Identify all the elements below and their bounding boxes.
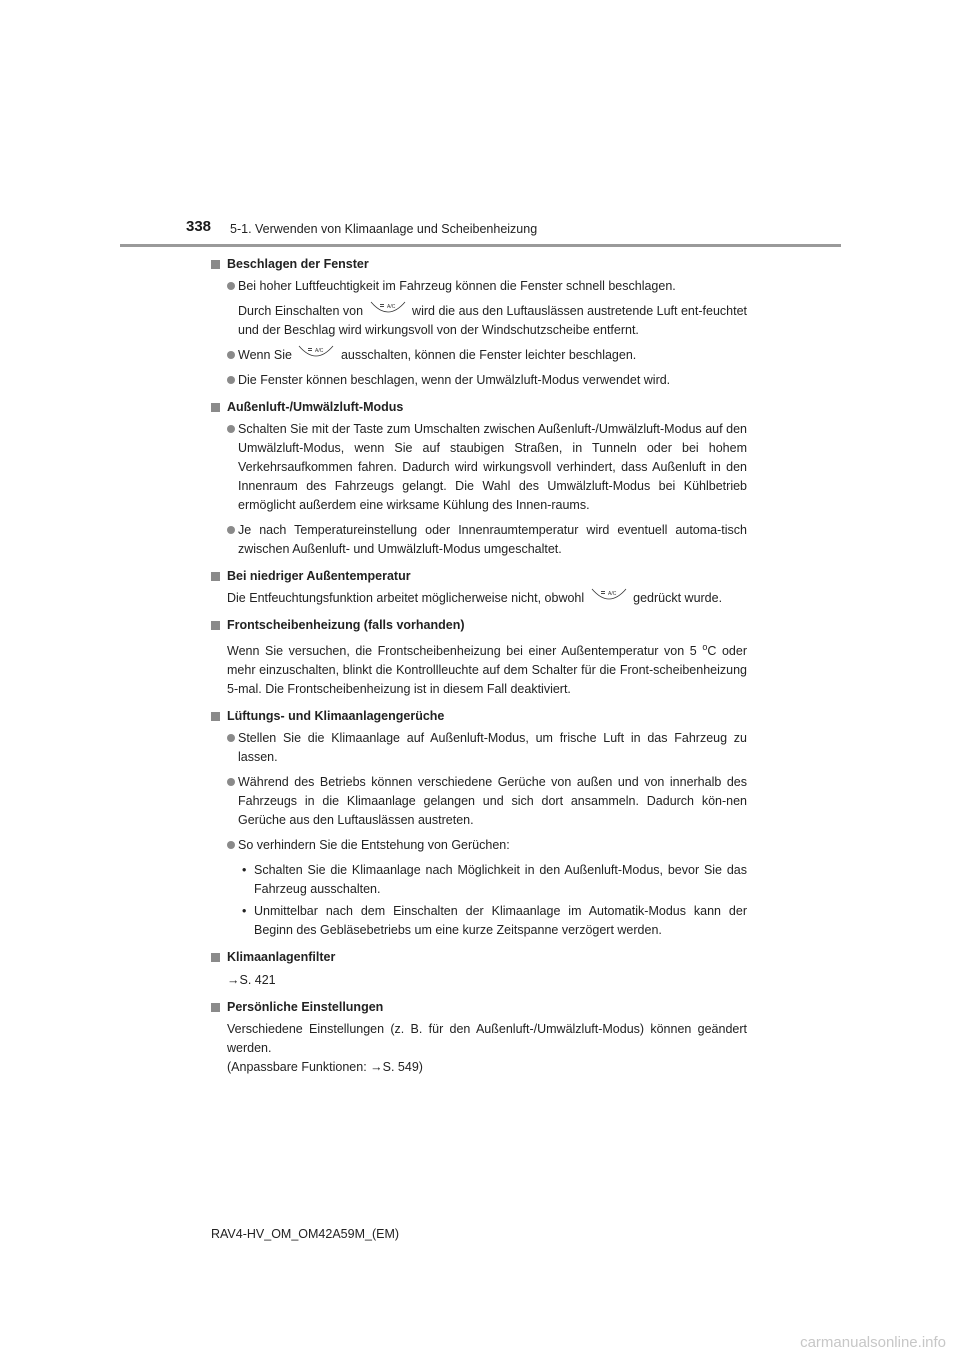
bullet-icon xyxy=(227,526,235,534)
section-personal-settings xyxy=(211,998,747,1077)
bullet-item: Während des Betriebs können verschiedene Gerüche von außen und von innerhalb des Fahrzeugs in die Klimaanlage gelangen und sich dort ansammeln. Dadurch kön-nen Gerüche aus den Luftauslässen austreten. xyxy=(211,773,747,830)
sub-list-item: • Unmittelbar nach dem Einschalten der Klimaanlage im Automatik-Modus kann der Beginn des Gebläsebetriebs um eine kurze Zeitspanne verzögert werden. xyxy=(242,904,747,937)
svg-text:A/C: A/C xyxy=(607,590,616,597)
section-marker-icon xyxy=(211,953,220,962)
section-marker-icon xyxy=(211,260,220,269)
section-marker-icon xyxy=(211,712,220,721)
page-content xyxy=(211,255,747,1082)
bullet-icon xyxy=(227,734,235,742)
document-code: RAV4-HV_OM_OM42A59M_(EM) xyxy=(211,1227,400,1241)
section-marker-icon xyxy=(211,1003,220,1012)
paragraph: Durch Einschalten von A/C wird die aus den Luftauslässen austretende Luft ent-feuchtet und der Beschlag wird wirkungsvoll von der Windschutzscheibe entfernt. xyxy=(211,302,747,340)
section-title: 5-1. Verwenden von Klimaanlage und Scheibenheizung xyxy=(230,222,538,236)
bullet-item: Bei hoher Luftfeuchtigkeit im Fahrzeug können die Fenster schnell beschlagen. xyxy=(211,277,747,296)
paragraph: Verschiedene Einstellungen (z. B. für den Außenluft-/Umwälzluft-Modus) können geändert werden. xyxy=(227,1022,747,1055)
paragraph: Wenn Sie versuchen, die Frontscheibenheizung bei einer Außentemperatur von 5 $^o$C oder mehr einzuschalten, blinkt die Kontrollleuchte auf dem Schalter für die Front-scheibenheizung 5-mal. Die Frontscheibenheizung ist in diesem Fall deaktiviert. xyxy=(227,642,747,696)
section-heading: Persönliche Einstellungen xyxy=(227,1000,384,1014)
section-ac-filter xyxy=(211,948,747,990)
page-number: 338 xyxy=(186,218,212,235)
bullet-icon xyxy=(227,425,235,433)
ac-button-icon xyxy=(370,300,406,320)
bullet-icon xyxy=(227,376,235,384)
section-odors xyxy=(211,707,747,940)
section-windshield-heater xyxy=(211,616,747,699)
ac-button-icon xyxy=(298,344,334,364)
bullet-icon xyxy=(227,351,235,359)
section-heading: Klimaanlagenfilter xyxy=(227,950,336,964)
bullet-item: So verhindern Sie die Entstehung von Gerüchen: xyxy=(211,836,747,855)
section-marker-icon xyxy=(211,572,220,581)
paragraph: Die Entfeuchtungsfunktion arbeitet möglicherweise nicht, obwohl A/C gedrückt wurde. xyxy=(211,589,747,608)
section-heading: Bei niedriger Außentemperatur xyxy=(227,569,411,583)
section-marker-icon xyxy=(211,403,220,412)
section-heading: Beschlagen der Fenster xyxy=(227,257,369,271)
section-window-fogging xyxy=(211,255,747,390)
section-heading: Außenluft-/Umwälzluft-Modus xyxy=(227,400,404,414)
bullet-item: Schalten Sie mit der Taste zum Umschalten zwischen Außenluft-/Umwälzluft-Modus auf den Umwälzluft-Modus, wenn Sie auf staubigen Straßen, in Tunneln oder bei hohem Verkehrsaufkommen fahren. Dadurch wird wirkungsvoll verhindert, dass Außenluft in den Innenraum des Fahrzeugs gelangt. Die Wahl des Umwälzluft-Modus bei Kühlbetrieb ermöglicht außerdem eine wirksame Kühlung des Innen-raums. xyxy=(211,420,747,515)
bullet-item: Je nach Temperatureinstellung oder Innenraumtemperatur wird eventuell automa-tisch zwischen Außenluft- und Umwälzluft-Modus umgeschaltet. xyxy=(211,521,747,559)
page-reference-link[interactable]: →S. 421 xyxy=(227,973,276,987)
section-heading: Lüftungs- und Klimaanlagengerüche xyxy=(227,709,445,723)
ac-button-icon xyxy=(591,587,627,607)
header-rule xyxy=(120,244,841,247)
sub-list-item: • Schalten Sie die Klimaanlage nach Möglichkeit in den Außenluft-Modus, bevor Sie das Fahrzeug ausschalten. xyxy=(242,863,747,896)
section-marker-icon xyxy=(211,621,220,630)
section-heading: Frontscheibenheizung (falls vorhanden) xyxy=(227,618,465,632)
bullet-item: Stellen Sie die Klimaanlage auf Außenluft-Modus, um frische Luft in das Fahrzeug zu lassen. xyxy=(211,729,747,767)
paragraph: (Anpassbare Funktionen: →S. 549) xyxy=(227,1060,423,1074)
section-air-mode xyxy=(211,398,747,559)
bullet-item: Die Fenster können beschlagen, wenn der Umwälzluft-Modus verwendet wird. xyxy=(211,371,747,390)
bullet-icon xyxy=(227,282,235,290)
bullet-icon xyxy=(227,778,235,786)
bullet-icon xyxy=(227,841,235,849)
watermark: carmanualsonline.info xyxy=(800,1334,946,1351)
section-low-temperature xyxy=(211,567,747,608)
svg-text:A/C: A/C xyxy=(315,347,324,354)
bullet-item: Wenn Sie A/C ausschalten, können die Fenster leichter beschlagen. xyxy=(211,346,747,365)
svg-text:A/C: A/C xyxy=(386,303,395,310)
